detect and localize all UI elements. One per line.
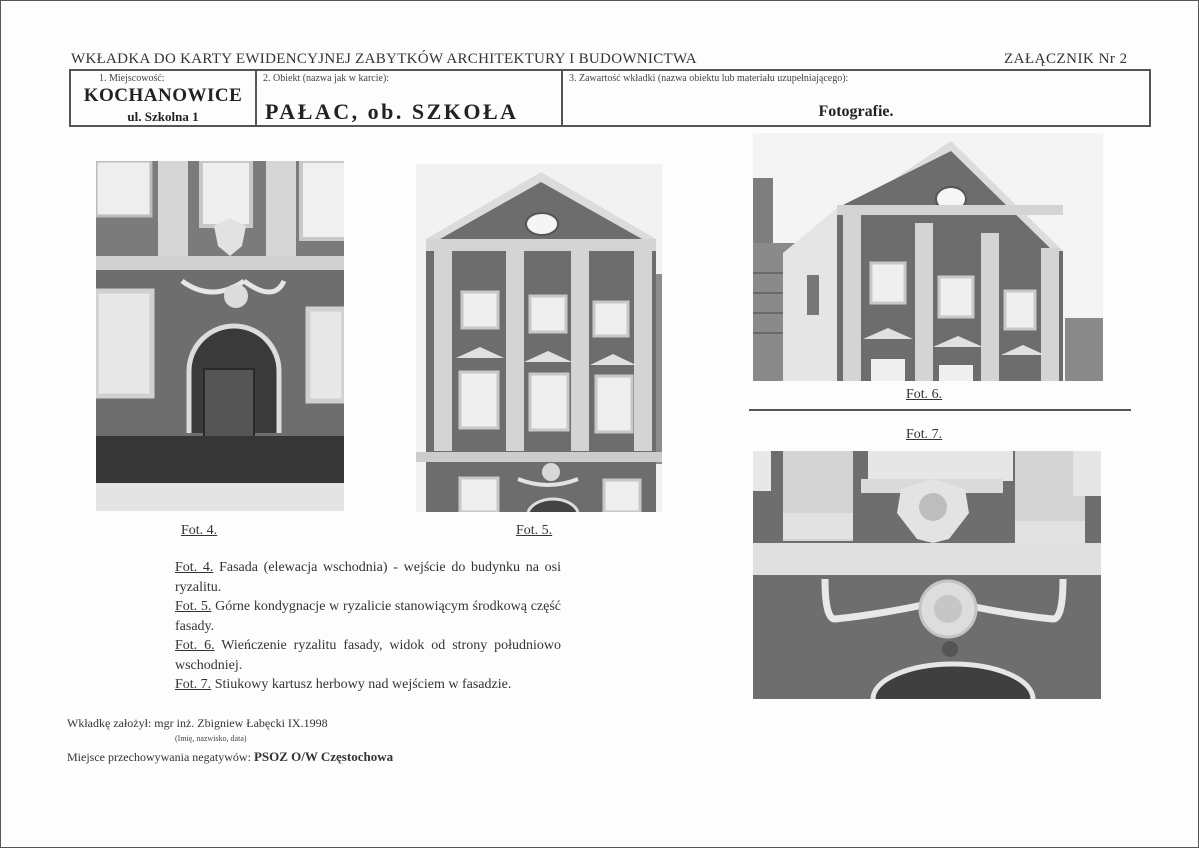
locality-value: KOCHANOWICE <box>83 85 243 106</box>
description-ref: Fot. 4. <box>175 560 214 575</box>
description-text: Wieńczenie ryzalitu fasady, widok od strony południowo wschodniej. <box>175 638 561 673</box>
object-value: PAŁAC, ob. SZKOŁA <box>265 99 519 124</box>
street-value: ul. Szkolna 1 <box>127 109 199 124</box>
description-ref: Fot. 5. <box>175 599 212 614</box>
divider-line <box>749 409 1131 411</box>
description-text: Stiukowy kartusz herbowy nad wejściem w fasadzie. <box>211 677 512 692</box>
description-ref: Fot. 7. <box>175 677 212 692</box>
document-title: WKŁADKA DO KARTY EWIDENCYJNEJ ZABYTKÓW ARCHITEKTURY I BUDOWNICTWA <box>71 51 697 67</box>
locality-cell <box>71 71 257 125</box>
description-fot-7 <box>175 675 561 695</box>
object-cell <box>257 71 563 125</box>
photo-7 <box>753 451 1101 699</box>
description-fot-4 <box>175 558 561 597</box>
caption-fot-4: Fot. 4. <box>181 523 218 538</box>
content-value: Fotografie. <box>818 103 894 120</box>
description-fot-6 <box>175 636 561 675</box>
caption-fot-7: Fot. 7. <box>906 427 943 442</box>
author-line <box>67 716 328 731</box>
locality-label: 1. Miejscowość: <box>99 73 165 84</box>
caption-fot-5: Fot. 5. <box>516 523 553 538</box>
photo-5 <box>416 164 662 512</box>
storage-line <box>67 749 393 765</box>
content-cell <box>563 71 1149 125</box>
photo-4 <box>96 161 344 511</box>
author-label: Wkładkę założył: <box>67 716 155 730</box>
author-hint: (Imię, nazwisko, data) <box>175 734 247 743</box>
caption-fot-6: Fot. 6. <box>906 387 943 402</box>
photo-6 <box>753 133 1103 381</box>
description-text: Fasada (elewacja wschodnia) - wejście do budynku na osi ryzalitu. <box>175 560 561 595</box>
annex-number: ZAŁĄCZNIK Nr 2 <box>1004 51 1128 67</box>
description-fot-5 <box>175 597 561 636</box>
description-ref: Fot. 6. <box>175 638 215 653</box>
photo-descriptions <box>175 558 561 695</box>
author-value: mgr inż. Zbigniew Łabęcki IX.1998 <box>154 716 328 730</box>
object-label: 2. Obiekt (nazwa jak w karcie): <box>263 73 390 84</box>
storage-value: PSOZ O/W Częstochowa <box>253 749 394 764</box>
description-text: Górne kondygnacje w ryzalicie stanowiącym środkową część fasady. <box>175 599 561 634</box>
storage-label: Miejsce przechowywania negatywów: <box>67 750 254 764</box>
header-table <box>69 69 1151 127</box>
content-label: 3. Zawartość wkładki (nazwa obiektu lub materiału uzupełniającego): <box>569 73 849 84</box>
